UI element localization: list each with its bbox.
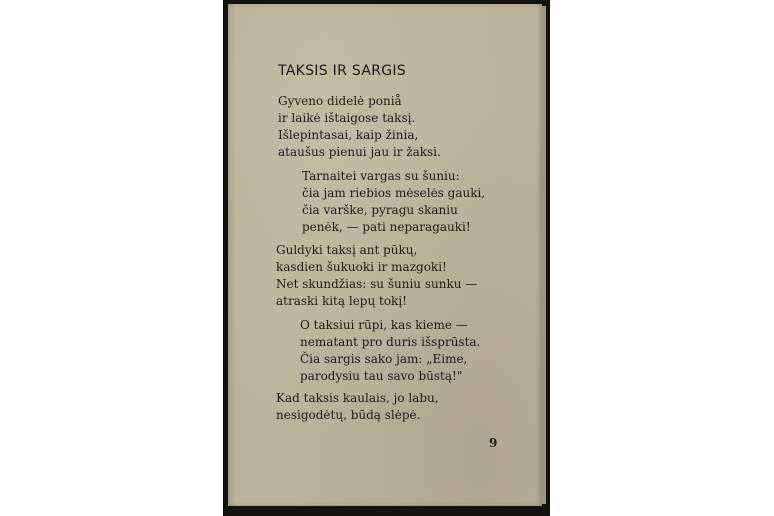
stanza-5: [276, 390, 439, 424]
poem-line: Tarnaitei vargas su šuniu:: [302, 169, 460, 183]
poem-line: Gyveno didelė poniå: [278, 94, 402, 108]
poem-line: Guldyki taksį ant pūkų,: [276, 243, 418, 257]
page-number: 9: [489, 436, 498, 450]
poem-line: ir laikė ištaigose taksį.: [278, 111, 416, 125]
stanza-1: [278, 93, 441, 161]
poem-line: Kad taksis kaulais, jo labu,: [276, 391, 439, 405]
poem-line: čia varške, pyragu skaniu: [302, 203, 458, 217]
stanza-4: [300, 317, 480, 385]
poem-line: Išlepintasai, kaip žinia,: [278, 128, 419, 142]
poem-line: Net skundžias: su šuniu sunku —: [276, 277, 478, 291]
poem-line: parodysiu tau savo būstą!": [300, 369, 463, 383]
stanza-2: [302, 168, 485, 236]
poem-line: O taksiui rūpi, kas kieme —: [300, 318, 468, 332]
page-edge: [542, 6, 546, 504]
poem-line: ataušus pienui jau ir žaksi.: [278, 145, 441, 159]
poem-title: TAKSIS IR SARGIS: [278, 63, 406, 79]
stanza-3: [276, 242, 477, 310]
poem-line: nesigodėtų, būdą slėpė.: [276, 408, 421, 422]
poem-line: penėk, — pati neparagauki!: [302, 220, 471, 234]
poem-line: atraski kitą lepų tokį!: [276, 294, 407, 308]
poem-line: kasdien šukuoki ir mazgoki!: [276, 260, 447, 274]
poem-line: čia jam riebios mėselės gauki,: [302, 186, 486, 200]
poem-line: Čia sargis sako jam: „Eime,: [300, 352, 468, 366]
poem-line: nematant pro duris išsprūsta.: [300, 335, 481, 349]
